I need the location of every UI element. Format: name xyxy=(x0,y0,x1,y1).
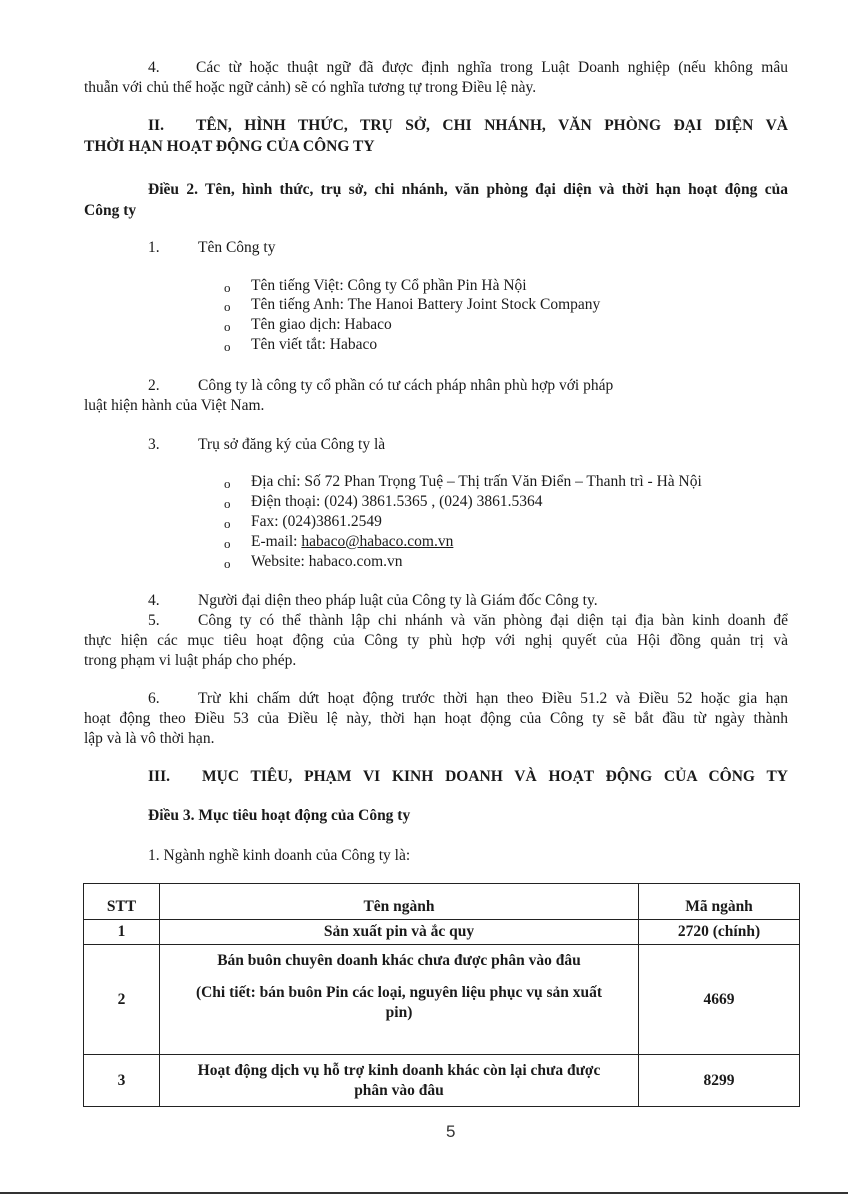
company-trading-name: Tên giao dịch: Habaco xyxy=(251,316,392,333)
article2-item2-line2: luật hiện hành của Việt Nam. xyxy=(84,397,265,414)
bullet-circle-icon: o xyxy=(224,299,231,314)
office-fax: Fax: (024)3861.2549 xyxy=(251,513,382,530)
row1-code: 2720 (chính) xyxy=(639,920,800,945)
article2-item4-number: 4. xyxy=(148,592,160,609)
row1-name: Sản xuất pin và ắc quy xyxy=(160,920,639,945)
article2-item6-line2: hoạt động theo Điều 53 của Điều lệ này, thời hạn hoạt động của Công ty sẽ bắt đầu từ ngày thành xyxy=(84,710,788,727)
page-number: 5 xyxy=(446,1122,456,1141)
office-phone: Điện thoại: (024) 3861.5365 , (024) 3861.5364 xyxy=(251,493,543,510)
header-name: Tên ngành xyxy=(160,884,639,920)
table-header-row xyxy=(84,884,800,920)
article2-item5-line3: trong phạm vi luật pháp cho phép. xyxy=(84,652,297,669)
article2-item2-line1: Công ty là công ty cổ phần có tư cách pháp nhân phù hợp với pháp xyxy=(198,377,614,394)
bullet-circle-icon: o xyxy=(224,516,231,531)
section3-numeral: III. xyxy=(148,768,170,785)
article2-heading-line1: Điều 2. Tên, hình thức, trụ sở, chi nhánh, văn phòng đại diện và thời hạn hoạt động của xyxy=(148,181,788,198)
header-code: Mã ngành xyxy=(639,884,800,920)
company-name-vietnamese: Tên tiếng Việt: Công ty Cổ phần Pin Hà Nội xyxy=(251,277,527,294)
table-row xyxy=(84,945,800,1055)
article2-item6-number: 6. xyxy=(148,690,160,707)
article2-item6-line3: lập và là vô thời hạn. xyxy=(84,730,215,747)
row1-stt: 1 xyxy=(84,920,160,945)
row2-name-line2: (Chi tiết: bán buôn Pin các loại, nguyên liệu phục vụ sản xuất xyxy=(195,984,603,1001)
office-website: Website: habaco.com.vn xyxy=(251,553,403,570)
article2-item5-line1: Công ty có thể thành lập chi nhánh và văn phòng đại diện tại địa bàn kinh doanh để xyxy=(198,612,788,629)
article2-item6-line1: Trừ khi chấm dứt hoạt động trước thời hạn theo Điều 51.2 và Điều 52 hoặc gia hạn xyxy=(198,690,788,707)
section2-title-line1: TÊN, HÌNH THỨC, TRỤ SỞ, CHI NHÁNH, VĂN PHÒNG ĐẠI DIỆN VÀ xyxy=(196,117,788,134)
bullet-circle-icon: o xyxy=(224,476,231,491)
email-link[interactable]: habaco@habaco.com.vn xyxy=(301,533,454,550)
article2-item5-line2: thực hiện các mục tiêu hoạt động của Công ty phù hợp với nghị quyết của Hội đồng quản trị và xyxy=(84,632,788,649)
article2-item4-text: Người đại diện theo pháp luật của Công ty là Giám đốc Công ty. xyxy=(198,592,598,609)
row3-stt: 3 xyxy=(84,1055,160,1107)
bottom-rule xyxy=(0,1192,848,1194)
bullet-circle-icon: o xyxy=(224,556,231,571)
section3-title: MỤC TIÊU, PHẠM VI KINH DOANH VÀ HOẠT ĐỘNG CỦA CÔNG TY xyxy=(202,768,788,785)
header-stt: STT xyxy=(84,884,160,920)
row2-name-line1: Bán buôn chuyên doanh khác chưa được phân vào đâu xyxy=(217,952,581,969)
intro-item4-number: 4. xyxy=(148,59,160,76)
bullet-circle-icon: o xyxy=(224,319,231,334)
intro-item4-line1: Các từ hoặc thuật ngữ đã được định nghĩa trong Luật Doanh nghiệp (nếu không mâu xyxy=(196,59,788,76)
bullet-circle-icon: o xyxy=(224,496,231,511)
office-email xyxy=(251,532,453,552)
article2-item5-number: 5. xyxy=(148,612,160,629)
bullet-circle-icon: o xyxy=(224,280,231,295)
row2-name-line3: pin) xyxy=(385,1004,413,1021)
row3-name-cell xyxy=(160,1055,639,1107)
section2-numeral: II. xyxy=(148,117,164,134)
table-row xyxy=(84,1055,800,1107)
article3-item1: 1. Ngành nghề kinh doanh của Công ty là: xyxy=(148,847,411,864)
article2-heading-line2: Công ty xyxy=(84,202,137,219)
office-email-label: E-mail: xyxy=(251,533,302,550)
article2-item2-number: 2. xyxy=(148,377,160,394)
bullet-circle-icon: o xyxy=(224,536,231,551)
article2-item3-number: 3. xyxy=(148,436,160,453)
article3-heading: Điều 3. Mục tiêu hoạt động của Công ty xyxy=(148,807,411,824)
row2-code: 4669 xyxy=(639,945,800,1055)
bullet-circle-icon: o xyxy=(224,339,231,354)
article2-item1-text: Tên Công ty xyxy=(198,239,276,256)
article2-item1-number: 1. xyxy=(148,239,160,256)
office-address: Địa chỉ: Số 72 Phan Trọng Tuệ – Thị trấn Văn Điển – Thanh trì - Hà Nội xyxy=(251,473,702,490)
intro-item4-line2: thuẫn với chủ thể hoặc ngữ cảnh) sẽ có nghĩa tương tự trong Điều lệ này. xyxy=(84,79,537,96)
company-name-english: Tên tiếng Anh: The Hanoi Battery Joint Stock Company xyxy=(251,296,601,313)
company-short-name: Tên viết tắt: Habaco xyxy=(251,336,378,353)
table-row xyxy=(84,920,800,945)
row2-name-cell xyxy=(160,945,639,1055)
row2-stt: 2 xyxy=(84,945,160,1055)
business-lines-table xyxy=(83,883,800,1107)
row3-name-line1: Hoạt động dịch vụ hỗ trợ kinh doanh khác còn lại chưa được xyxy=(197,1061,601,1079)
row3-code: 8299 xyxy=(639,1055,800,1107)
section2-title-line2: THỜI HẠN HOẠT ĐỘNG CỦA CÔNG TY xyxy=(84,138,375,155)
row3-name-line2: phân vào đâu xyxy=(354,1081,444,1099)
article2-item3-text: Trụ sở đăng ký của Công ty là xyxy=(198,436,386,453)
